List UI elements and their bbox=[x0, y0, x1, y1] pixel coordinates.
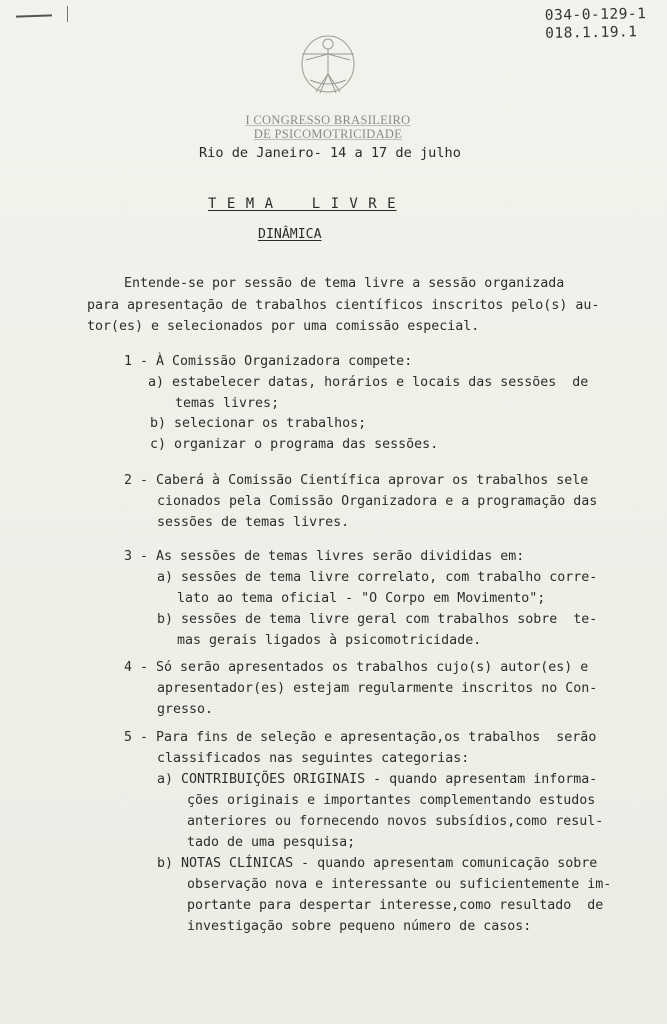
pen-tick bbox=[67, 6, 68, 22]
item1-line-3: temas livres; bbox=[175, 396, 280, 411]
item3-line-1: 3 - As sessões de temas livres serão divididas em: bbox=[124, 549, 525, 564]
item5-line-10: investigação sobre pequeno número de casos: bbox=[187, 919, 532, 934]
pen-mark bbox=[16, 14, 52, 17]
item5-line-8: observação nova e interessante ou suficientemente im- bbox=[187, 877, 612, 892]
congress-wordmark bbox=[228, 113, 428, 141]
item2-line-2: cionados pela Comissão Organizadora e a programação das bbox=[157, 494, 598, 509]
item2-line-3: sessões de temas livres. bbox=[157, 515, 350, 530]
item3-line-5: mas gerais ligados à psicomotricidade. bbox=[177, 633, 482, 648]
item1-line-5: c) organizar o programa das sessões. bbox=[150, 437, 439, 452]
congress-line-2: DE PSICOMOTRICIDADE bbox=[253, 127, 403, 141]
page-subtitle: DINÂMICA bbox=[258, 227, 322, 242]
intro-line-1: Entende-se por sessão de tema livre a sessão organizada bbox=[124, 276, 565, 291]
item5-line-6: tado de uma pesquisa; bbox=[187, 835, 356, 850]
archive-code-1: 034-0-129-1 bbox=[545, 6, 647, 24]
item5-line-9: portante para despertar interesse,como resultado de bbox=[187, 898, 604, 913]
item1-line-4: b) selecionar os trabalhos; bbox=[150, 416, 367, 431]
intro-line-3: tor(es) e selecionados por uma comissão especial. bbox=[87, 319, 480, 334]
item1-line-1: 1 - À Comissão Organizadora compete: bbox=[124, 354, 413, 369]
item5-line-5: anteriores ou fornecendo novos subsídios,como resul- bbox=[187, 814, 604, 829]
item3-line-4: b) sessões de tema livre geral com trabalhos sobre te- bbox=[157, 612, 598, 627]
item5-line-1: 5 - Para fins de seleção e apresentação,os trabalhos serão bbox=[124, 730, 597, 745]
item4-line-2: apresentador(es) estejam regularmente inscritos no Con- bbox=[157, 681, 598, 696]
page-title: T E M A L I V R E bbox=[208, 196, 397, 212]
item2-line-1: 2 - Caberá à Comissão Científica aprovar os trabalhos sele bbox=[124, 473, 589, 488]
item5-line-2: classificados nas seguintes categorias: bbox=[157, 751, 470, 766]
intro-line-2: para apresentação de trabalhos científicos inscritos pelo(s) au- bbox=[87, 298, 600, 313]
item3-line-2: a) sessões de tema livre correlato, com trabalho corre- bbox=[157, 570, 598, 585]
item4-line-1: 4 - Só serão apresentados os trabalhos cujo(s) autor(es) e bbox=[124, 660, 589, 675]
archive-codes bbox=[545, 5, 647, 43]
congress-line-1: I CONGRESSO BRASILEIRO bbox=[245, 113, 411, 127]
item1-line-2: a) estabelecer datas, horários e locais das sessões de bbox=[148, 375, 589, 390]
vitruvian-logo-icon bbox=[290, 30, 370, 98]
item4-line-3: gresso. bbox=[157, 702, 214, 717]
item3-line-3: lato ao tema oficial - "O Corpo em Movimento"; bbox=[177, 591, 546, 606]
item5-line-7: b) NOTAS CLÍNICAS - quando apresentam comunicação sobre bbox=[157, 856, 598, 871]
archive-code-2: 018.1.19.1 bbox=[545, 24, 639, 42]
place-date: Rio de Janeiro- 14 a 17 de julho bbox=[199, 145, 461, 161]
item5-line-3: a) CONTRIBUIÇÕES ORIGINAIS - quando apresentam informa- bbox=[157, 772, 598, 787]
item5-line-4: ções originais e importantes complementando estudos bbox=[187, 793, 596, 808]
